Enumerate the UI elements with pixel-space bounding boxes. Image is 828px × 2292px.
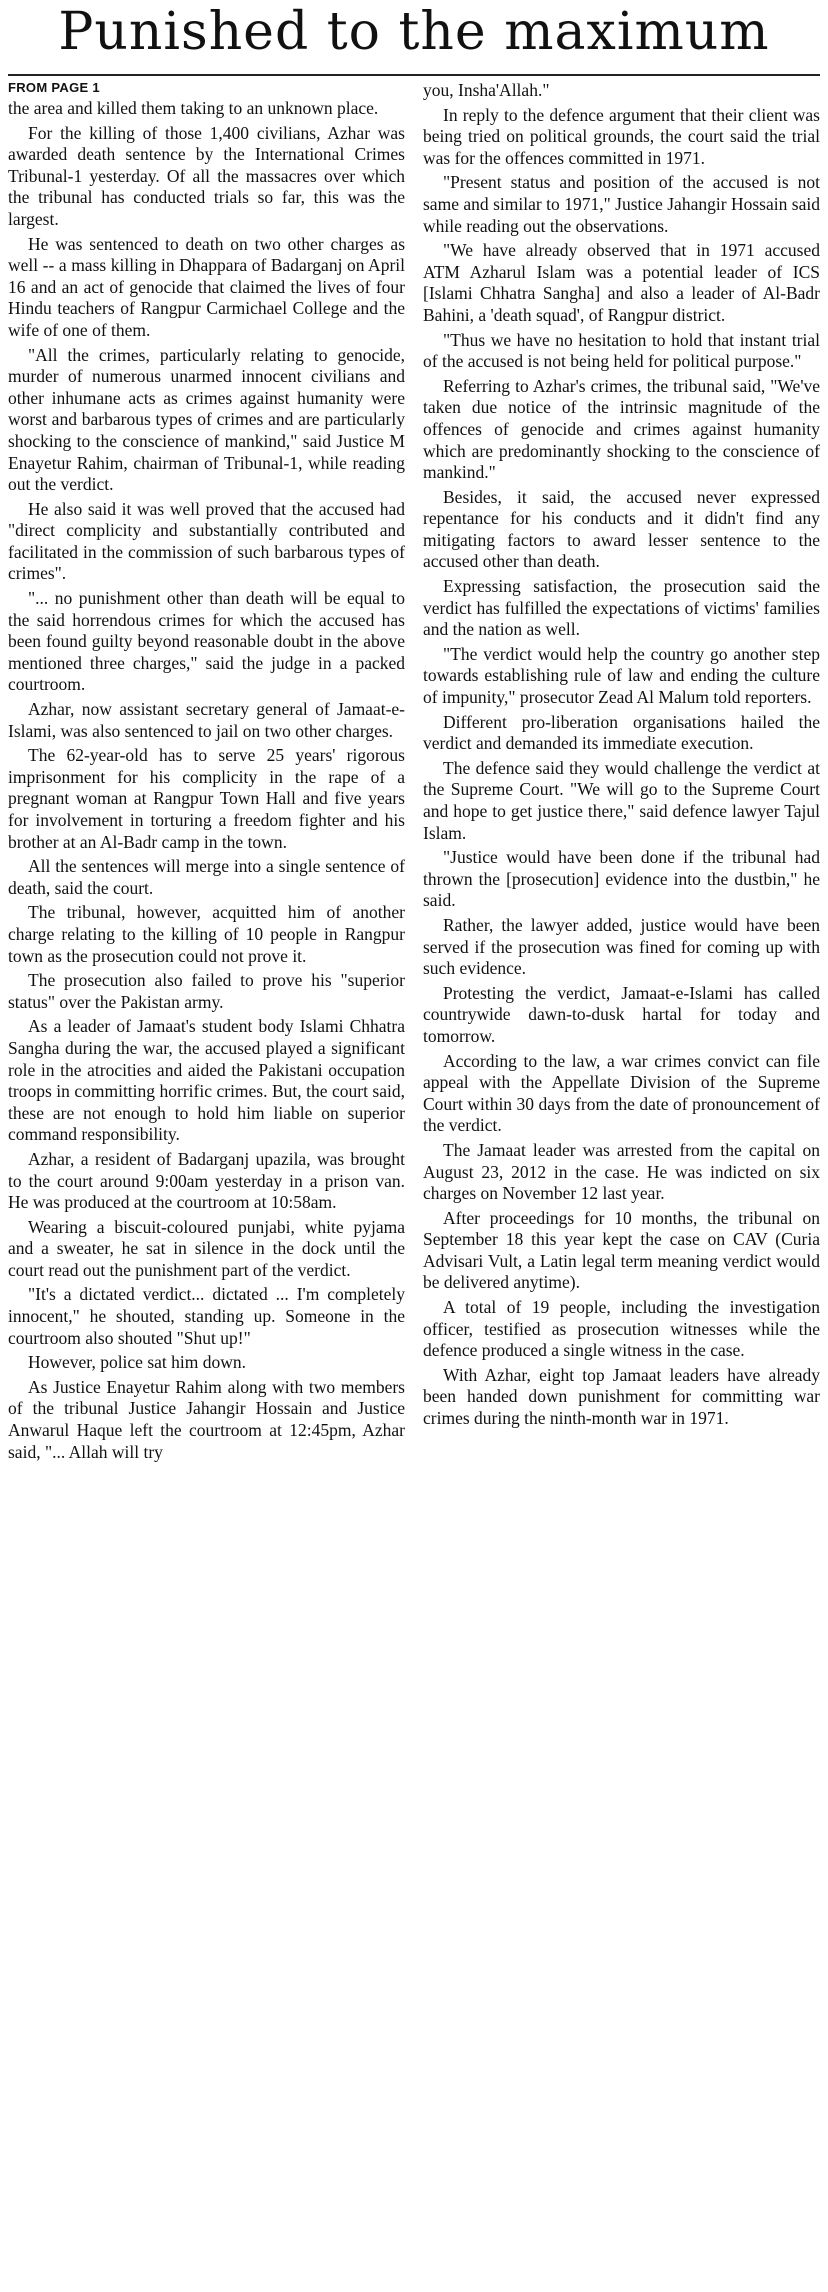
article-paragraph: He also said it was well proved that the accused had "direct complicity and substantially contributed and facilitated in the commission of such barbarous types of crimes".: [8, 498, 405, 584]
right-column: [423, 80, 820, 2280]
article-paragraph: With Azhar, eight top Jamaat leaders have already been handed down punishment for committing war crimes during the ninth-month war in 1971.: [423, 1364, 820, 1429]
article-paragraph: For the killing of those 1,400 civilians, Azhar was awarded death sentence by the International Crimes Tribunal-1 yesterday. Of all the massacres over which the tribunal has conducted trials so far, this was the largest.: [8, 122, 405, 229]
article-paragraph: Protesting the verdict, Jamaat-e-Islami has called countrywide dawn-to-dusk hartal for today and tomorrow.: [423, 982, 820, 1046]
article-paragraph: According to the law, a war crimes convict can file appeal with the Appellate Division of the Supreme Court within 30 days from the date of pronouncement of the verdict.: [423, 1050, 820, 1136]
article-paragraph: "It's a dictated verdict... dictated ... I'm completely innocent," he shouted, standing up. Someone in the courtroom also shouted "Shut up!": [8, 1284, 405, 1348]
article-paragraph: All the sentences will merge into a single sentence of death, said the court.: [8, 856, 405, 898]
article-paragraph: Expressing satisfaction, the prosecution said the verdict has fulfilled the expectations of victims' families and the nation as well.: [423, 576, 820, 640]
article-paragraph: However, police sat him down.: [28, 1352, 246, 1373]
article-paragraph: you, Insha'Allah.": [423, 80, 550, 100]
article-paragraph: The defence said they would challenge the verdict at the Supreme Court. "We will go to the Supreme Court and hope to get justice there," said defence lawyer Tajul Islam.: [423, 757, 820, 843]
article-paragraph: Azhar, a resident of Badarganj upazila, was brought to the court around 9:00am yesterday in a prison van. He was produced at the courtroom at 10:58am.: [8, 1148, 405, 1213]
article-paragraph: The Jamaat leader was arrested from the capital on August 23, 2012 in the case. He was indicted on six charges on November 12 last year.: [423, 1139, 820, 1204]
article-paragraph: Azhar, now assistant secretary general of Jamaat-e-Islami, was also sentenced to jail on two other charges.: [8, 699, 405, 741]
article-paragraph: A total of 19 people, including the investigation officer, testified as prosecution witnesses while the defence produced a single witness in the case.: [423, 1297, 820, 1361]
left-paragraphs: [8, 98, 405, 1463]
article-paragraph: Wearing a biscuit-coloured punjabi, white pyjama and a sweater, he sat in silence in the dock until the court read out the punishment part of the verdict.: [8, 1216, 405, 1280]
article-paragraph: "Present status and position of the accused is not same and similar to 1971," Justice Jahangir Hossain said while reading out the observations.: [423, 172, 820, 236]
left-column: [8, 80, 405, 2280]
article-paragraph: "... no punishment other than death will be equal to the said horrendous crimes for which the accused has been found guilty beyond reasonable doubt in the above mentioned three charges," said the judge in a packed courtroom.: [8, 588, 405, 695]
article-paragraph: The tribunal, however, acquitted him of another charge relating to the killing of 10 people in Rangpur town as the prosecution could not prove it.: [8, 902, 405, 966]
right-paragraphs: [423, 80, 820, 1430]
article-paragraph: "We have already observed that in 1971 accused ATM Azharul Islam was a potential leader of ICS [Islami Chhatra Sangha] and also a leader of Al-Badr Bahini, a 'death squad', of Rangpur district.: [423, 240, 820, 325]
article-paragraph: As a leader of Jamaat's student body Islami Chhatra Sangha during the war, the accused played a significant role in the atrocities and aided the Pakistani occupation troops in committing horrific crimes. But, the court said, these are not enough to hold him liable on superior command responsibility.: [8, 1016, 405, 1145]
article-paragraph: "Justice would have been done if the tribunal had thrown the [prosecution] evidence into the dustbin," he said.: [423, 847, 820, 911]
article-paragraph: Referring to Azhar's crimes, the tribunal said, "We've taken due notice of the intrinsic magnitude of the offences of genocide and crimes against humanity which are predominantly shocking to the conscience of mankind.": [423, 375, 820, 483]
article-paragraph: the area and killed them taking to an unknown place.: [8, 98, 379, 118]
article-paragraph: The prosecution also failed to prove his "superior status" over the Pakistan army.: [8, 970, 405, 1012]
article-paragraph: Rather, the lawyer added, justice would have been served if the prosecution was fined for coming up with such evidence.: [423, 914, 820, 979]
article-paragraph: After proceedings for 10 months, the tribunal on September 18 this year kept the case on CAV (Curia Advisari Vult, a Latin legal term meaning verdict would be delivered anytime).: [423, 1207, 820, 1293]
article-paragraph: He was sentenced to death on two other charges as well -- a mass killing in Dhappara of Badarganj on April 16 and an act of genocide that claimed the lives of four Hindu teachers of Rangpur Carmichael College and the wife of one of them.: [8, 233, 405, 340]
article-paragraph: Besides, it said, the accused never expressed repentance for his conducts and it didn't find any mitigating factors to award lesser sentence to the accused other than death.: [423, 486, 820, 572]
newspaper-page: [0, 2, 828, 2292]
article-paragraph: As Justice Enayetur Rahim along with two members of the tribunal Justice Jahangir Hossain and Justice Anwarul Haque left the courtroom at 12:45pm, Azhar said, "... Allah will try: [8, 1376, 405, 1462]
article-paragraph: The 62-year-old has to serve 25 years' rigorous imprisonment for his complicity in the rape of a pregnant woman at Rangpur Town Hall and five years for involvement in torturing a freedom fighter and his brother at an Al-Badr camp in the town.: [8, 745, 405, 852]
article-paragraph: Different pro-liberation organisations hailed the verdict and demanded its immediate execution.: [423, 711, 820, 754]
jump-line: FROM PAGE 1: [8, 80, 100, 95]
headline-divider: [8, 74, 820, 76]
article-paragraph: "The verdict would help the country go another step towards establishing rule of law and ending the culture of impunity," prosecutor Zead Al Malum told reporters.: [423, 643, 820, 708]
article-paragraph: "Thus we have no hesitation to hold that instant trial of the accused is not being held for political purpose.": [423, 329, 820, 372]
article-paragraph: In reply to the defence argument that their client was being tried on political grounds, the court said the trial was for the offences committed in 1971.: [423, 104, 820, 168]
headline: Punished to the maximum: [58, 2, 770, 62]
article-body: [8, 80, 820, 2280]
article-paragraph: "All the crimes, particularly relating to genocide, murder of numerous unarmed innocent civilians and other inhumane acts as crimes against humanity were worst and barbarous types of crimes and are particularly shocking to the conscience of mankind," said Justice M Enayetur Rahim, chairman of Tribunal-1, while reading out the verdict.: [8, 344, 405, 495]
